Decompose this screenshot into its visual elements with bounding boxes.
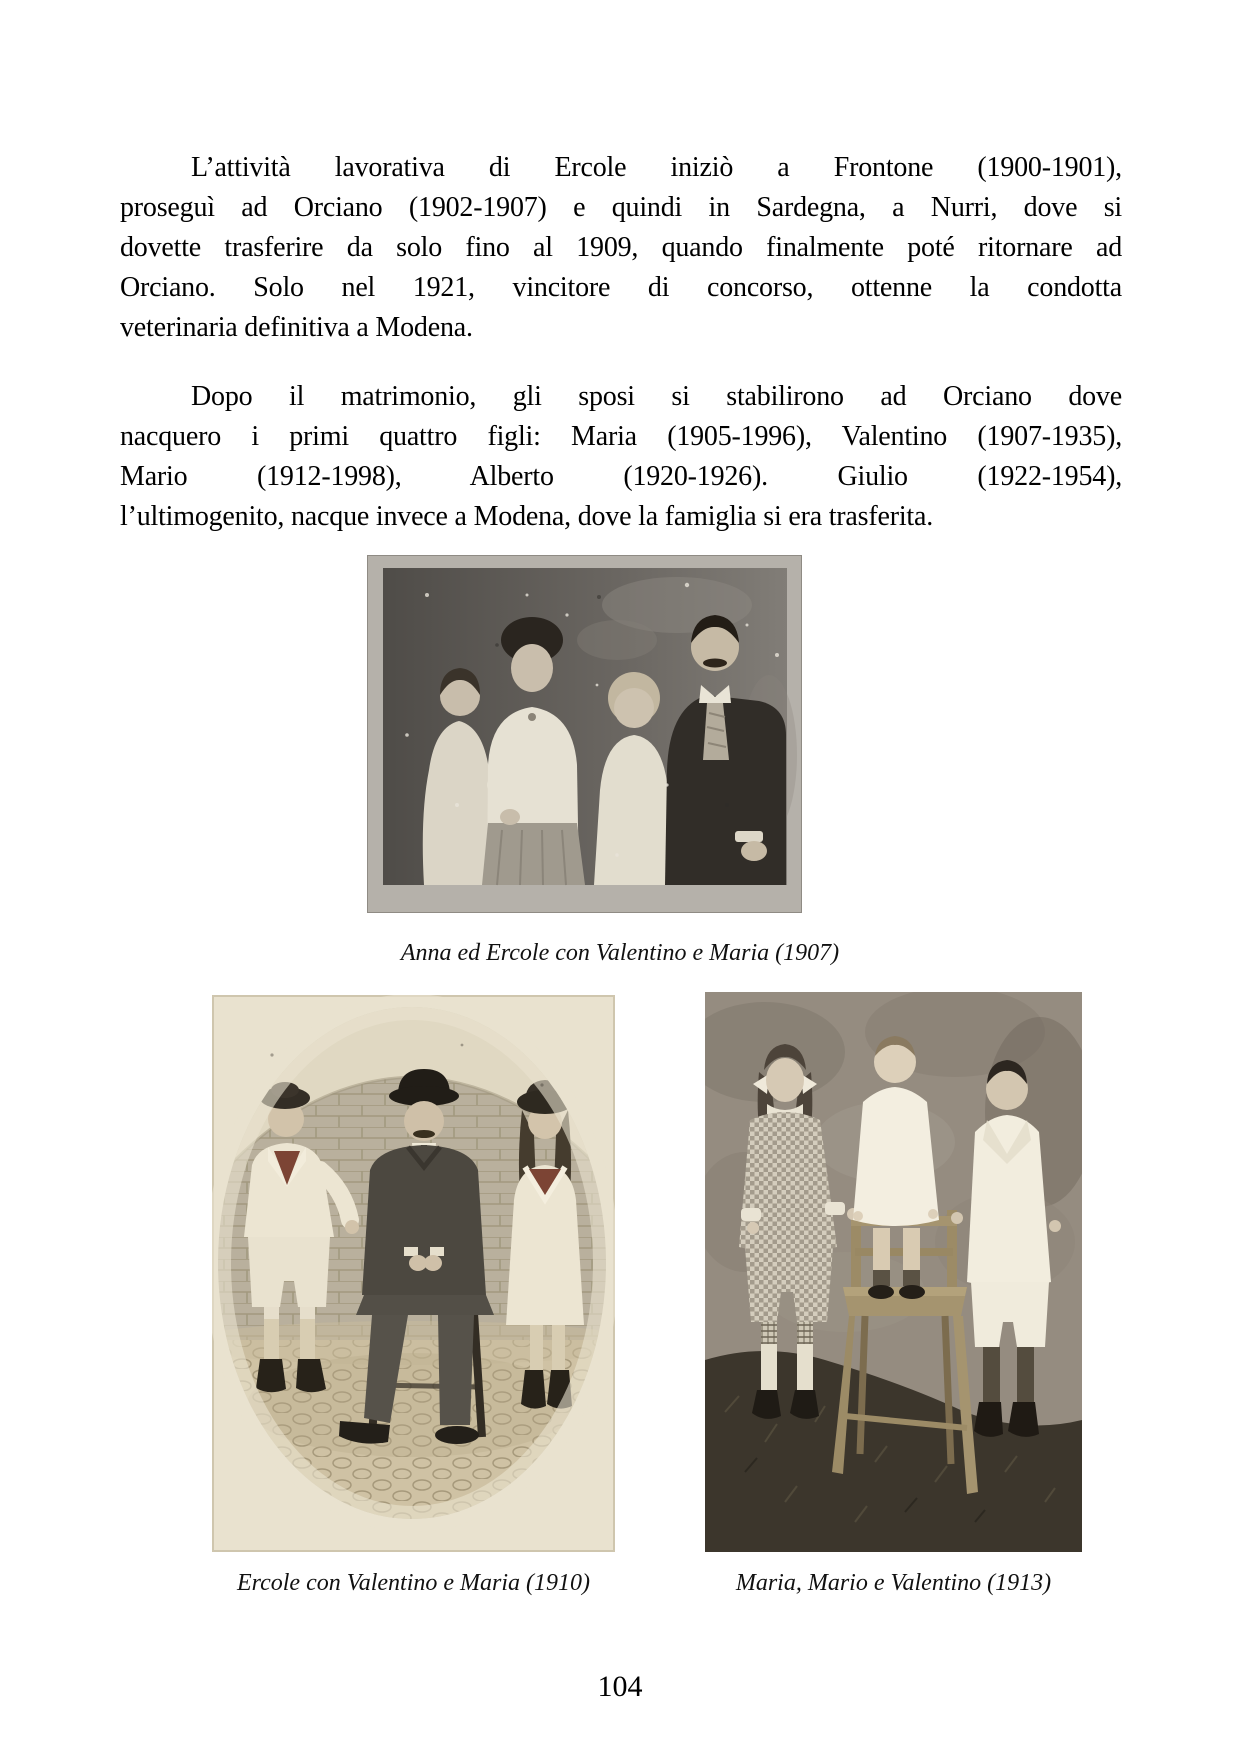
photo-family-1907 xyxy=(367,555,802,913)
body-line: Mario (1912-1998), Alberto (1920-1926). Giulio (1922-1954), xyxy=(120,461,1122,492)
photo-family-1907-image xyxy=(367,555,802,913)
photo-ercole-children-1910 xyxy=(212,995,615,1552)
body-line: proseguì ad Orciano (1902-1907) e quindi in Sardegna, a Nurri, dove si xyxy=(120,192,1122,223)
photo-caption-1: Anna ed Ercole con Valentino e Maria (1907) xyxy=(400,940,840,966)
body-line: nacquero i primi quattro figli: Maria (1905-1996), Valentino (1907-1935), xyxy=(120,421,1122,452)
photo-three-children-1913 xyxy=(705,992,1082,1552)
body-line: l’ultimogenito, nacque invece a Modena, dove la famiglia si era trasferita. xyxy=(120,501,934,532)
body-line: Dopo il matrimonio, gli sposi si stabilirono ad Orciano dove xyxy=(191,381,1122,412)
photo-caption-3: Maria, Mario e Valentino (1913) xyxy=(735,1570,1052,1596)
photo-three-children-1913-image xyxy=(705,992,1082,1552)
body-paragraph-2 xyxy=(120,377,1122,537)
photo-caption-2: Ercole con Valentino e Maria (1910) xyxy=(236,1570,591,1596)
body-line: dovette trasferire da solo fino al 1909, quando finalmente poté ritornare ad xyxy=(120,232,1122,263)
body-line: Orciano. Solo nel 1921, vincitore di concorso, ottenne la condotta xyxy=(120,272,1122,303)
body-line: L’attività lavorativa di Ercole iniziò a Frontone (1900-1901), xyxy=(191,152,1122,183)
photo-ercole-children-1910-image xyxy=(212,995,615,1552)
body-line: veterinaria definitiva a Modena. xyxy=(120,312,473,343)
body-paragraph-1 xyxy=(120,148,1122,348)
page-number: 104 xyxy=(597,1670,643,1703)
